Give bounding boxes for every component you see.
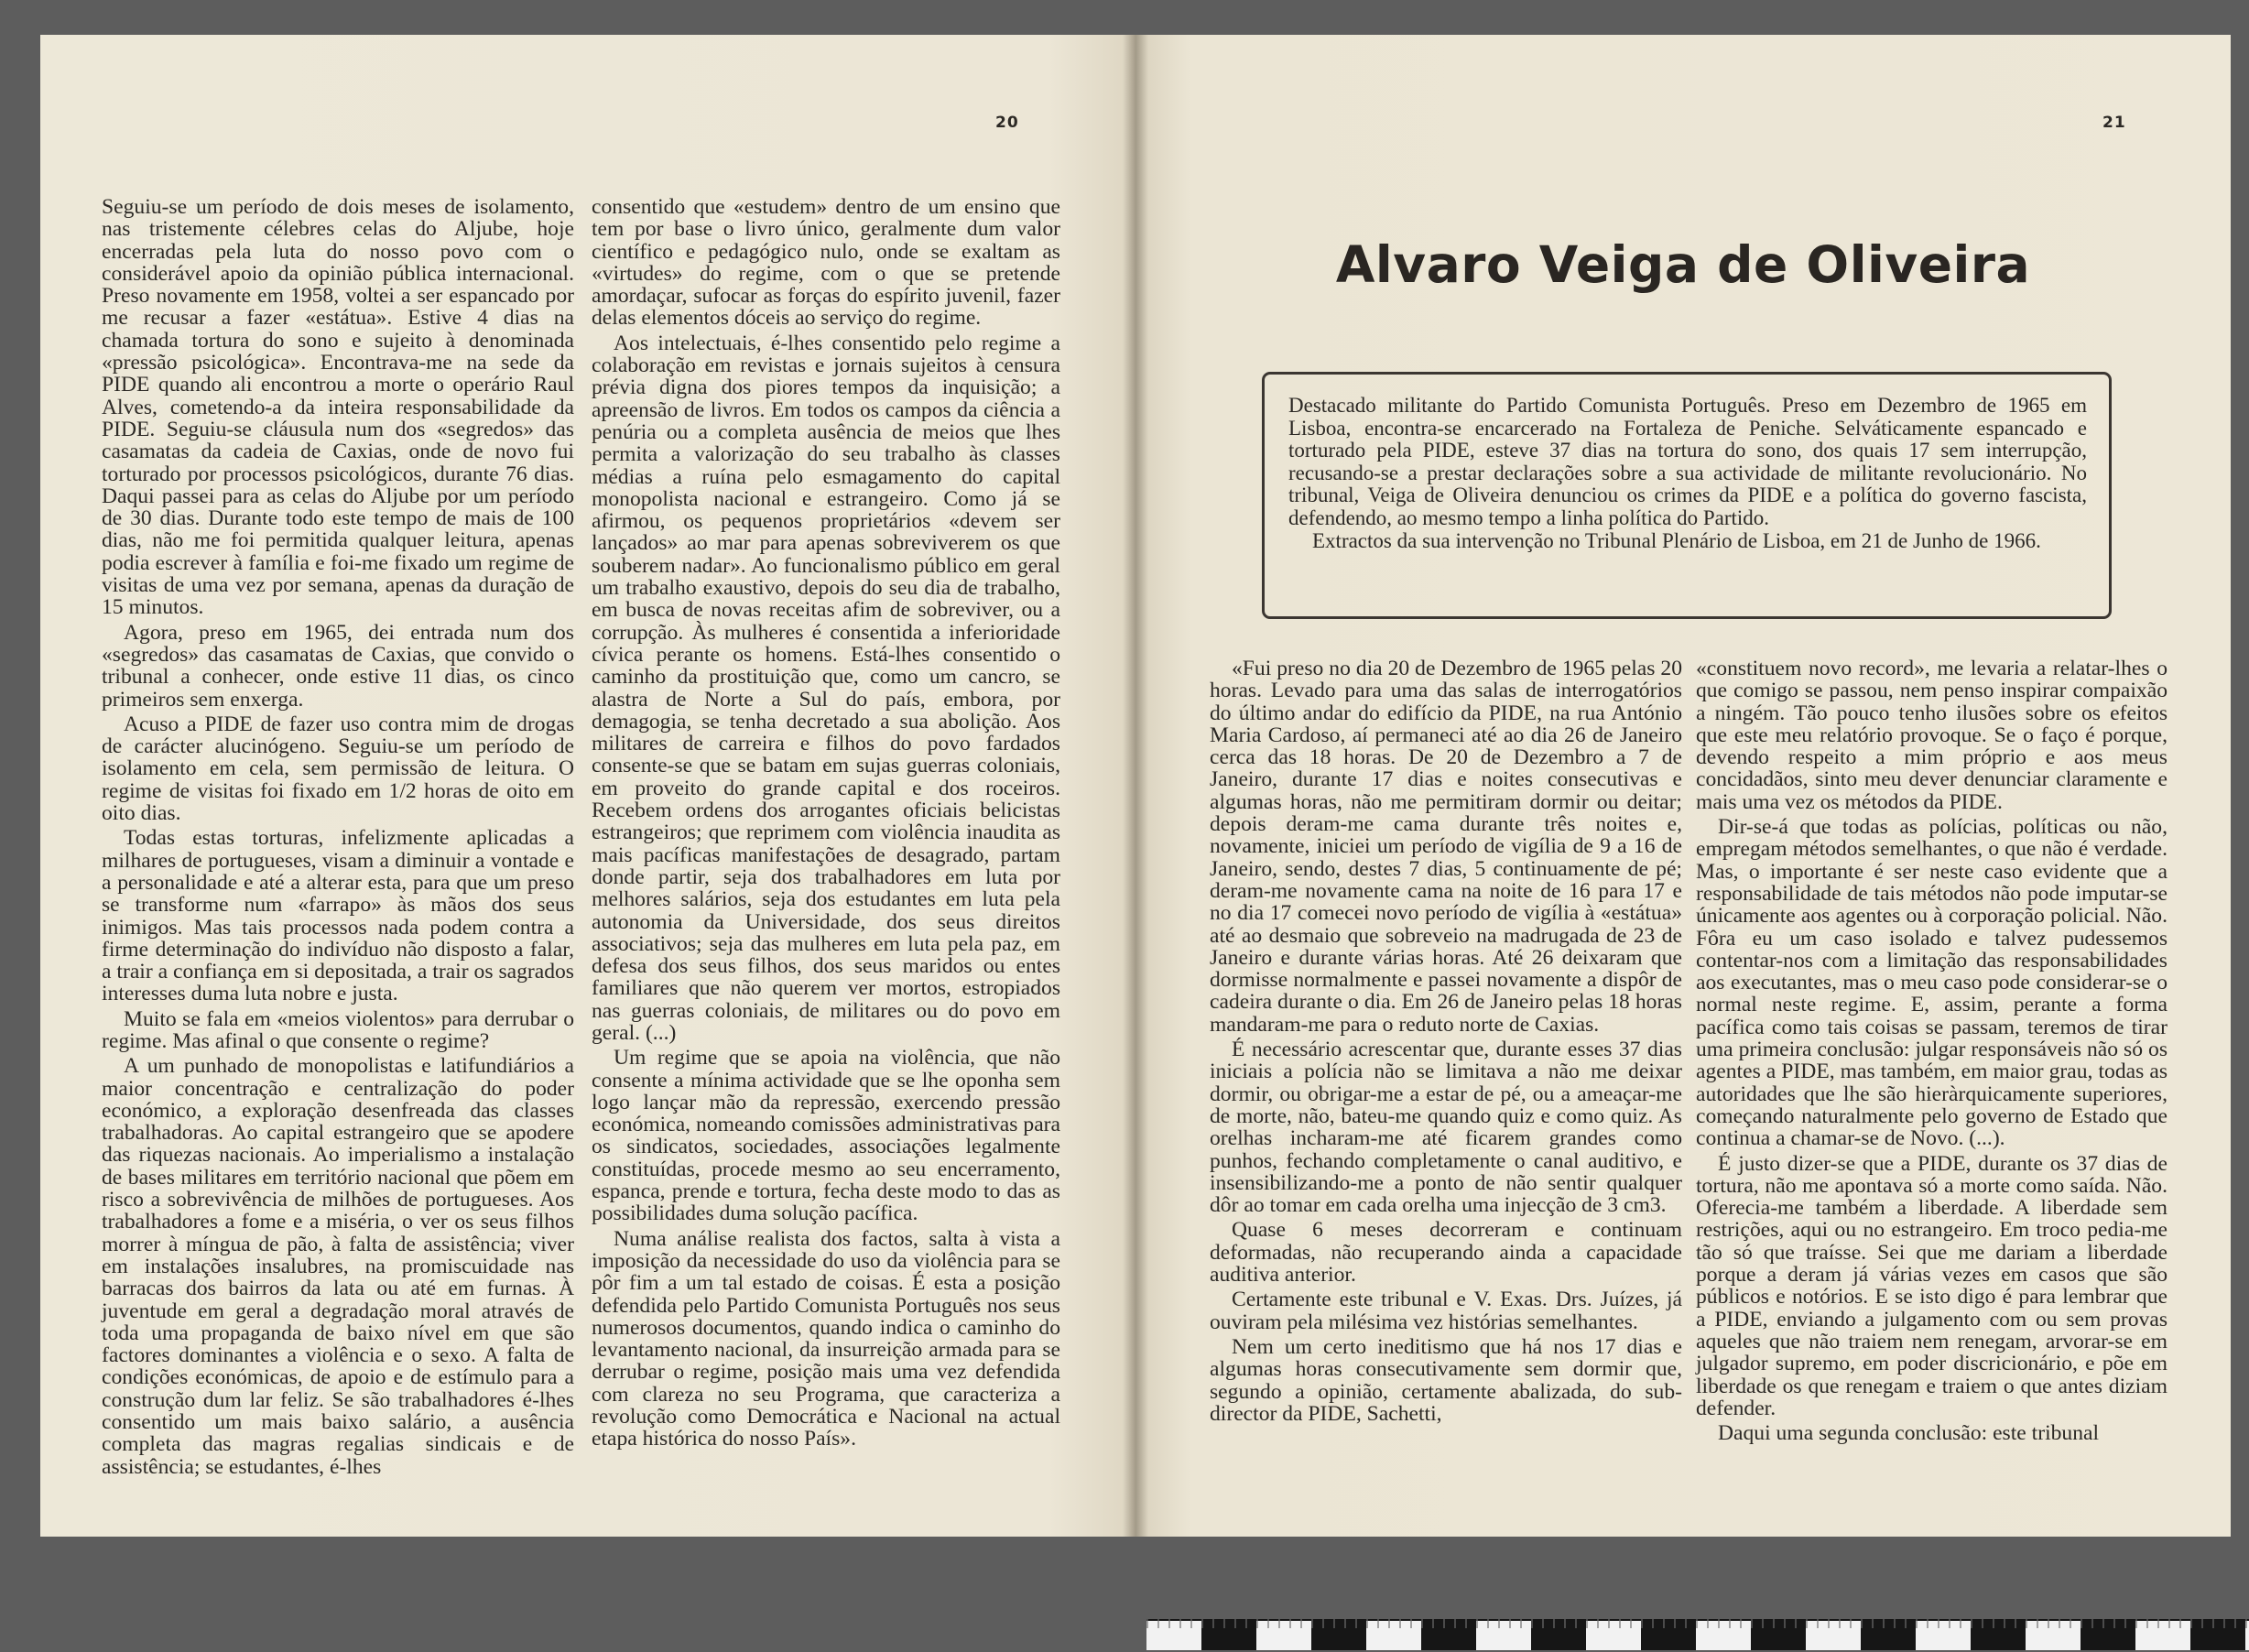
- paragraph: É necessário acrescentar que, durante esses 37 dias iniciais a polícia não se limitava a não me deixar dormir, ou obrigar-me a estar de pé, ou a ameaçar-me de morte, não, bateu-me quando quiz e como quiz. As orelhas incharam-me até ficarem grandes como punhos, fechando completamente o canal auditivo, e insensibilizando-me a ponto de não sentir qualquer dôr ao tomar em cada orelha uma injecção de 3 cm3.: [1210, 1038, 1682, 1218]
- paragraph: Quase 6 meses decorreram e continuam deformadas, não recuperando ainda a capacidade auditiva anterior.: [1210, 1218, 1682, 1288]
- paragraph: Aos intelectuais, é-lhes consentido pelo regime a colaboração em revistas e jornais sujeitos à censura prévia digna dos piores tempos da inquisição; a apreensão de livros. Em todos os campos da ciência a penúria ou a completa ausência de meios que lhes permita a valorização do seu trabalho às classes médias a ruína pelo esmagamento do capital monopolista nacional e estrangeiro. Como já se afirmou, os pequenos proprietários «devem ser lançados» ao mar para apenas sobreviverem os que souberem nadar». Ao funcionalismo público em geral um trabalho exaustivo, depois do seu dia de trabalho, em busca de novas receitas afim de sobreviver, ou a corrupção. Às mulheres é consentida a inferioridade cívica perante os homens. Está-lhes consentido o caminho da prostituição que, como um cancro, se alastra de Norte a Sul do país, embora, por demagogia, se tenha decretado a sua abolição. Aos militares de carreira e filhos do povo fardados consente-se que se batam em sujas guerras coloniais, em proveito do grande capital e dos roceiros. Recebem ordens dos arrogantes oficiais belicistas estrangeiros; que reprimem com violência inaudita as mais pacíficas manifestações de desagrado, partam donde partir, seja dos trabalhadores em luta por melhores salários, seja dos estudantes em luta pela autonomia da Universidade, dos seus direitos associativos; seja das mulheres em luta pela paz, em defesa dos seus filhos, dos seus maridos ou entes familiares que não querem ver mortos, estropiados nas guerras coloniais, de militares ou do povo em geral. (...): [592, 331, 1060, 1045]
- paragraph: Daqui uma segunda conclusão: este tribunal: [1718, 1421, 2100, 1446]
- paragraph: Agora, preso em 1965, dei entrada num dos «segredos» das casamatas de Caxias, que convido o tribunal a conhecer, onde estive 11 dias, os cinco primeiros sem enxerga.: [102, 620, 574, 712]
- paragraph: É justo dizer-se que a PIDE, durante os 37 dias de tortura, não me apontava só a morte como saída. Não. Oferecia-me também a liberdade. A liberdade sem restrições, aqui ou no estrangeiro. Em troco pedia-me tão só que traísse. Sei que me dariam a liberdade porque a deram já várias vezes em casos que são públicos e notórios. E se isto digo é para lembrar que a PIDE, enviando a julgamento com ou sem provas aqueles que não traiem nem renegam, arvorar-se em julgador supremo, em poder discricionário, e põe em liberdade os que renegam e traiem o que antes diziam defender.: [1696, 1151, 2168, 1420]
- paragraph: Acuso a PIDE de fazer uso contra mim de drogas de carácter alucinógeno. Seguiu-se um período de isolamento em cela, sem permissão de leitura. O regime de visitas foi fixado em 1/2 horas de oito em oito dias.: [102, 712, 574, 826]
- paragraph: Certamente este tribunal e V. Exas. Drs. Juízes, já ouviram pela milésima vez histórias semelhantes.: [1210, 1288, 1682, 1334]
- text-column-right-a: [1210, 658, 1682, 1518]
- paragraph: Numa análise realista dos factos, salta à vista a imposição da necessidade do uso da violência para se pôr fim a um tal estado de coisas. É esta a posição defendida pelo Partido Comunista Português nos seus numerosos documentos, quando indica o caminho do levantamento nacional, da insurreição armada para se derrubar o regime, posição mais uma vez defendida com clareza no seu Programa, que caracteriza a revolução como Democrática e Nacional na actual etapa histórica do nosso País».: [592, 1226, 1060, 1451]
- paragraph: Dir-se-á que todas as polícias, políticas ou não, empregam métodos semelhantes, o que não é verdade. Mas, o importante é ser neste caso evidente que a responsabilidade de tais métodos não pode imputar-se únicamente aos agentes ou à corporação policial. Não. Fôra eu um caso isolado e talvez pudessemos contentar-nos com a limitação das responsabilidades aos executantes, mas o meu caso pode considerar-se o normal neste regime. E, assim, perante a forma pacífica como tais coisas se passam, teremos de tirar uma primeira conclusão: julgar responsáveis não só os agentes a PIDE, mas também, em maior grau, todas as autoridades que lhe são hieràrquicamente superiores, começando naturalmente pelo governo de Estado que continua a chamar-se de Novo. (...).: [1696, 815, 2168, 1151]
- paragraph: «Fui preso no dia 20 de Dezembro de 1965 pelas 20 horas. Levado para uma das salas de interrogatórios do último andar do edifício da PIDE, na rua António Maria Cardoso, aí permaneci até ao dia 26 de Janeiro cerca das 18 horas. De 20 de Dezembro a 7 de Janeiro, durante 17 dias e noites consecutivas e algumas horas, não me permitiram dormir ou deitar; depois deram-me cama durante três noites e, novamente, iniciei um período de vigília de 9 a 16 de Janeiro, sendo, destes 7 dias, 5 continuamente de pé; deram-me novamente cama na noite de 16 para 17 e no dia 17 comecei novo período de vigília à «estátua» até ao desmaio que sobreveio na madrugada de 23 de Janeiro e durante várias horas. Até 26 deixaram que dormisse normalmente e passei novamente a dispôr de cadeira durante o dia. Em 26 de Janeiro pelas 18 horas mandaram-me para o reduto norte de Caxias.: [1210, 657, 1682, 1037]
- intro-text: Destacado militante do Partido Comunista Português. Preso em Dezembro de 1965 em Lisboa, encontra-se encarcerado na Fortaleza de Peniche. Selváticamente espancado e torturado pela PIDE, esteve 37 dias na tortura do sono, dos quais 17 sem interrupção, recusando-se a prestar declarações sobre a sua actividade de militante revolucionário. No tribunal, Veiga de Oliveira denunciou os crimes da PIDE e a política do governo fascista, defendendo, ao mesmo tempo a linha política do Partido.: [1288, 394, 2087, 529]
- book-gutter: [1123, 35, 1148, 1537]
- scale-ruler-ticks: [1146, 1619, 2249, 1628]
- text-column-left-b: [592, 196, 1060, 1502]
- page-number: 20: [995, 114, 1019, 132]
- intro-box: [1262, 372, 2112, 619]
- left-page: [40, 35, 1135, 1537]
- intro-source: Extractos da sua intervenção no Tribunal Plenário de Lisboa, em 21 de Junho de 1966.: [1312, 529, 2041, 552]
- text-column-right-b: [1696, 658, 2168, 1518]
- paragraph: Seguiu-se um período de dois meses de isolamento, nas tristemente célebres celas do Aljube, hoje encerradas pela luta do nosso povo com o considerável apoio da opinião pública internacional. Preso novamente em 1958, voltei a ser espancado por me recusar a fazer «estátua». Estive 4 dias na chamada tortura do sono e sujeito à denominada «pressão psicológica». Encontrava-me na sede da PIDE quando ali encontrou a morte o operário Raul Alves, cometendo-a da inteira responsabilidade da PIDE. Seguiu-se cláusula num dos «segredos» das casamatas da cadeia de Caxias, onde de novo fui torturado por processos psicológicos, durante 76 dias. Daqui passei para as celas do Aljube por um período de 30 dias. Durante todo este tempo de mais de 100 dias, não me foi permitida qualquer leitura, apenas podia escrever à família e foi-me fixado um regime de visitas de uma vez por semana, apenas da duração de 15 minutos.: [102, 195, 574, 620]
- paragraph: consentido que «estudem» dentro de um ensino que tem por base o livro único, geralmente dum valor científico e pedagógico nulo, onde se exaltam as «virtudes» do regime, com o que se pretende amordaçar, sufocar as forças do espírito juvenil, fazer delas elementos dóceis ao serviço do regime.: [592, 195, 1060, 331]
- article-title: Alvaro Veiga de Oliveira: [1335, 235, 2031, 294]
- right-page: [1135, 35, 2231, 1537]
- page-number: 21: [2102, 114, 2126, 132]
- paragraph: «constituem novo record», me levaria a relatar-lhes o que comigo se passou, nem penso inspirar compaixão a ningém. Tão pouco tenho ilusões sobre os efeitos que este meu relatório provoque. Se o faço é porque, devendo respeito a mim próprio e aos meus concidadãos, sinto meu dever denunciar claramente e mais uma vez os métodos da PIDE.: [1696, 657, 2168, 814]
- paragraph: Todas estas torturas, infelizmente aplicadas a milhares de portugueses, visam a diminuir a vontade e a personalidade e até a alterar esta, para que um preso se transforme num «farrapo» às mãos dos seus inimigos. Mas tais processos nada podem contra a firme determinação do indivíduo não disposto a falar, a trair a confiança em si depositada, a trair os sagrados interesses duma luta nobre e justa.: [102, 826, 574, 1006]
- paragraph: Um regime que se apoia na violência, que não consente a mínima actividade que se lhe oponha sem logo lançar mão da repressão, exercendo pressão económica, nomeando comissões administrativas para os sindicatos, sociedades, associações legalmente constituídas, procede mesmo ao seu encerramento, espanca, prende e tortura, fecha deste modo to das as possibilidades duma solução pacífica.: [592, 1046, 1060, 1226]
- paragraph: Muito se fala em «meios violentos» para derrubar o regime. Mas afinal o que consente o regime?: [102, 1006, 574, 1053]
- paragraph: A um punhado de monopolistas e latifundiários a maior concentração e centralização do poder económico, a exploração desenfreada das classes trabalhadoras. Ao capital estrangeiro que se apodere das riquezas nacionais. Ao imperialismo a instalação de bases militares em território nacional que põem em risco a sobrevivência de milhões de portugueses. Aos trabalhadores a fome e a miséria, o ver os seus filhos morrer à míngua de pão, à falta de assistência; viver em instalações insalubres, na promiscuidade nas barracas dos bairros da lata ou até em furnas. À juventude em geral a degradação moral através de toda uma propaganda de baixo nível em que são factores dominantes a violência e o sexo. A falta de condições económicas, de apoio e de estímulo para a construção dum lar feliz. Se são trabalhadores é-lhes consentido um mais baixo salário, a ausência completa das magras regalias sindicais e de assistência; se estudantes, é-lhes: [102, 1054, 574, 1479]
- text-column-left-a: [102, 196, 574, 1502]
- paragraph: Nem um certo ineditismo que há nos 17 dias e algumas horas consecutivamente sem dormir que, segundo a opinião, certamente abalizada, do sub-director da PIDE, Sachetti,: [1210, 1334, 1682, 1426]
